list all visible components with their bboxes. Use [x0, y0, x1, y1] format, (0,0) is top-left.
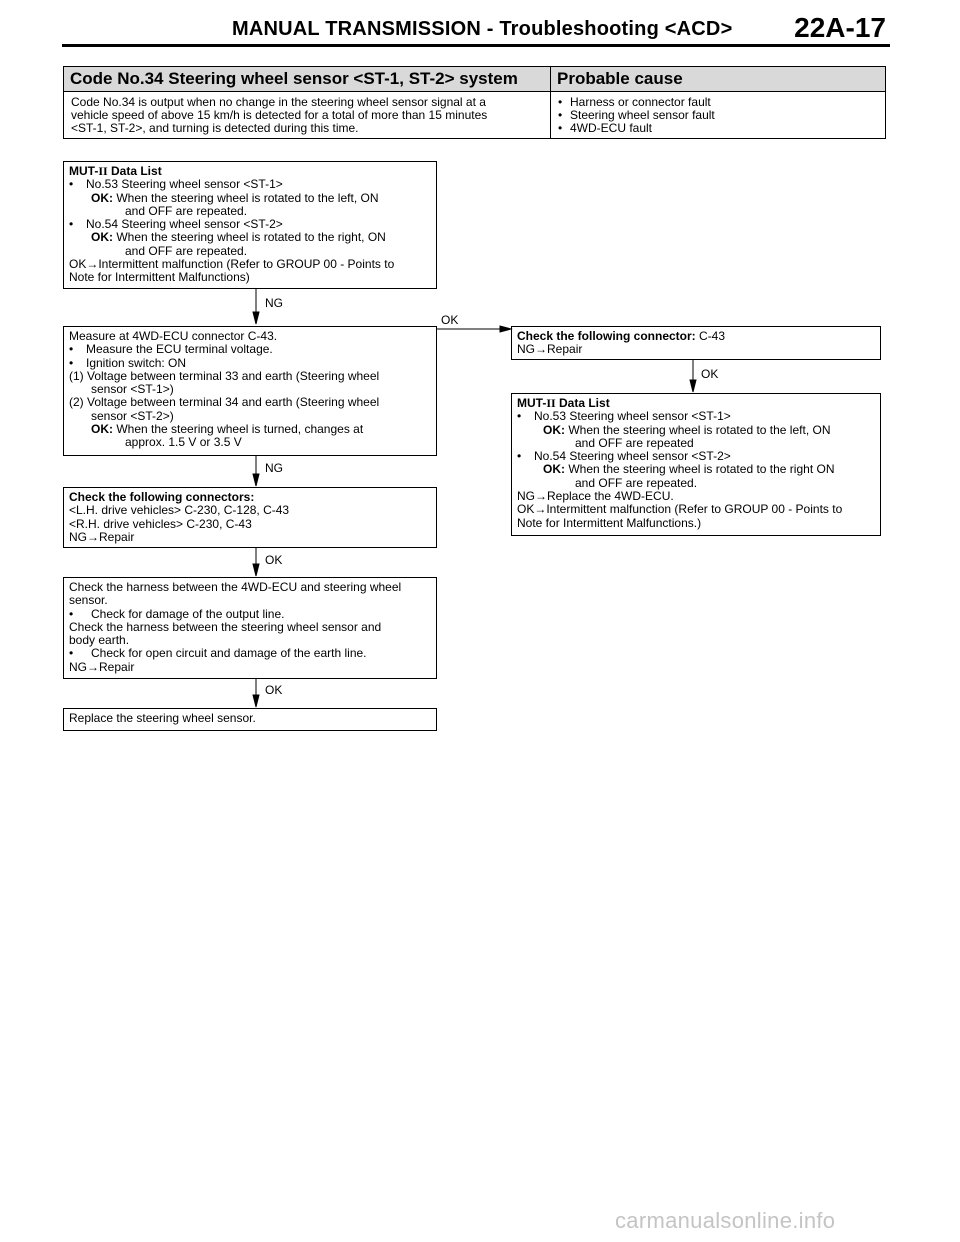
step-check-connectors: Check the following connectors: <L.H. drive vehicles> C-230, C-128, C-43 <R.H. drive vehicles> C-230, C-43 NG→Repair	[63, 487, 437, 548]
step-measure-voltage: Measure at 4WD-ECU connector C-43. • Measure the ECU terminal voltage. • Ignition switch: ON (1) Voltage between terminal 33 and earth (Steering wheel sensor <ST-1>) (2) Voltage between terminal 34 and earth (Steering wheel sensor <ST-2>) OK: When the steering wheel is turned, changes at approx. 1.5 V or 3.5 V	[63, 326, 437, 456]
site-watermark: carmanualsonline.info	[615, 1208, 836, 1233]
step-mut-data-list-1: MUT-II Data List • No.53 Steering wheel sensor <ST-1> OK: When the steering wheel is rotated to the left, ON and OFF are repeated. • No.54 Steering wheel sensor <ST-2> OK: When the steering wheel is rotated to the right, ON and OFF are repeated. OK→Intermittent malfunction (Refer to GROUP 00 - Points to Note for Intermittent Malfunctions)	[63, 161, 437, 289]
page-title: MANUAL TRANSMISSION - Troubleshooting <ACD>	[232, 18, 733, 40]
step-check-connector-c43: Check the following connector: C-43 NG→Repair	[511, 326, 881, 360]
cause-header: Probable cause	[551, 67, 886, 92]
code-header: Code No.34 Steering wheel sensor <ST-1, ST-2> system	[64, 67, 551, 92]
box-title: MUT-II Data List	[517, 396, 610, 410]
code-description: Code No.34 is output when no change in the steering wheel sensor signal at a vehicle speed of above 15 km/h is detected for a total of more than 15 minutes <ST-1, ST-2>, and turning is detected during this time.	[64, 92, 551, 139]
flow-label-ng: NG	[265, 461, 283, 475]
box-title: MUT-II Data List	[69, 164, 162, 178]
flow-label-ok: OK	[265, 683, 283, 697]
step-replace-sensor: Replace the steering wheel sensor.	[63, 708, 437, 731]
cause-item: • Steering wheel sensor fault	[558, 108, 715, 122]
cause-item: • Harness or connector fault	[558, 95, 711, 109]
flow-label-ok: OK	[265, 553, 283, 567]
cause-item: • 4WD-ECU fault	[558, 121, 653, 135]
page-number: 22A-17	[794, 12, 886, 43]
step-check-harness: Check the harness between the 4WD-ECU and steering wheel sensor. • Check for damage of the output line. Check the harness between the steering wheel sensor and body earth. • Check for open circuit and damage of the earth line. NG→Repair	[63, 577, 437, 679]
flow-label-ok: OK	[441, 313, 459, 327]
step-mut-data-list-2: MUT-II Data List • No.53 Steering wheel sensor <ST-1> OK: When the steering wheel is rotated to the left, ON and OFF are repeated • No.54 Steering wheel sensor <ST-2> OK: When the steering wheel is rotated to the right ON and OFF are repeated. NG→Replace the 4WD-ECU. OK→Intermittent malfunction (Refer to GROUP 00 - Points to Note for Intermittent Malfunctions.)	[511, 393, 881, 536]
flow-label-ng: NG	[265, 296, 283, 310]
flow-label-ok: OK	[701, 367, 719, 381]
